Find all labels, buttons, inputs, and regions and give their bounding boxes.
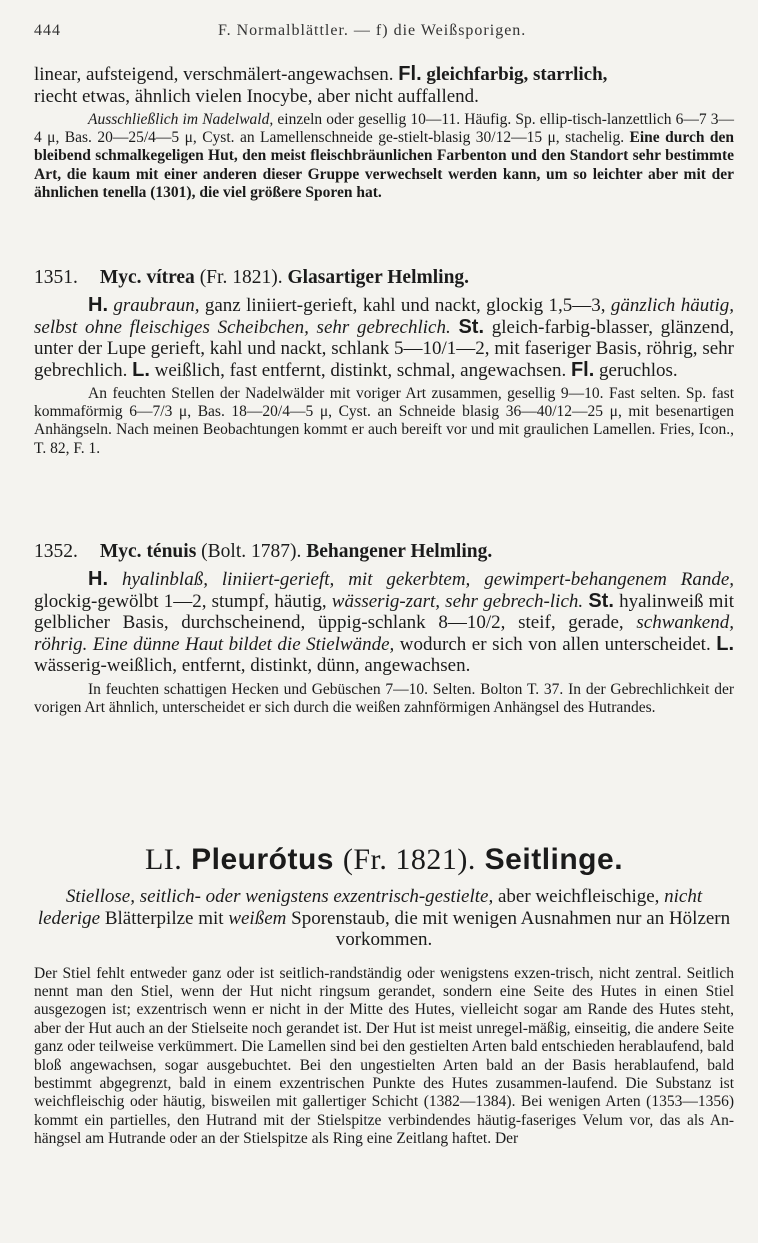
genus-definition: Stiellose, seitlich- oder wenigstens exzentrisch-gestielte, aber weichfleischige, nicht lederige Blätterpilze mit weißem Sporenstaub, die mit wenigen Ausnahmen nur an Hölzern vorkommen. (37, 886, 731, 950)
genus-numeral: LI. (144, 843, 183, 876)
species-name: ténuis (146, 541, 197, 562)
description-paragraph: H. hyalinblaß, liniiert-gerieft, mit gekerbtem, gewimpert-behangenem Rande, glockig-gewölbt 1—2, stumpf, häutig, wässerig-zart, sehr gebrech-lich. St. hyalinweiß mit gelblicher Basis, durchscheinend, üppig-schlank 8—10/2, steif, gerade, schwankend, röhrig. Eine dünne Haut bildet die Stielwände, wodurch er sich von allen unterscheidet. L. wässerig-weißlich, entfernt, distinkt, dünn, angewachsen. (34, 568, 735, 676)
genus-section (34, 842, 734, 1149)
flesh-label: Fl. (398, 63, 422, 85)
notes-paragraph: In feuchten schattigen Hecken und Gebüschen 7—10. Selten. Bolton T. 37. In der Gebrechlichkeit der vorigen Art ähnlich, unterscheidet er sich durch die weißen zahnförmigen Anhängsel des Hutrandes. (34, 680, 734, 716)
page-number: 444 (34, 22, 61, 39)
continuation-line-1: linear, aufsteigend, verschmälert-angewachsen. Fl. gleichfarbig, starrlich, (34, 63, 608, 85)
genus-name: Pleurótus (191, 843, 334, 876)
genus-heading: LI. Pleurótus (Fr. 1821). Seitlinge. (144, 843, 624, 876)
common-name: Behangener Helmling. (306, 541, 493, 562)
continuation-line-2: riecht etwas, ähnlich vielen Inocybe, aber nicht auffallend. (34, 85, 479, 107)
genus-common-name: Seitlinge. (484, 843, 624, 876)
species-number: 1352. (34, 541, 78, 562)
running-header (34, 22, 724, 48)
habitat-paragraph: Ausschließlich im Nadelwald, einzeln oder gesellig 10—11. Häufig. Sp. ellip-tisch-lanzettlich 6—7 3—4 μ, Bas. 20—25/4—5 μ, Cyst. an Lamellenschneide ge-stielt-blasig 30/12—15 μ, stachelig. Eine durch den bleibend schmalkegeligen Hut, den meist fleischbräunlichen Farbenton und den Standort sehr bestimmte Art, die kaum mit einer anderen dieser Gruppe verwechselt werden kann, um so leichter aber mit der ähnlichen tenella (1301), die viel größere Sporen hat. (34, 111, 735, 201)
continuation-block (34, 64, 734, 202)
species-number: 1351. (34, 267, 78, 288)
species-heading: 1351. Myc. vítrea (Fr. 1821). Glasartiger Helmling. (34, 267, 470, 288)
description-paragraph: H. graubraun, ganz liniiert-gerieft, kahl und nackt, glockig 1,5—3, gänzlich häutig, selbst ohne fleischiges Scheibchen, sehr gebrechlich. St. gleich-farbig-blasser, glänzend, unter der Lupe gerieft, kahl und nackt, schlank 5—10/1—2, mit faseriger Basis, röhrig, sehr gebrechlich. L. weißlich, fast entfernt, distinkt, schmal, angewachsen. Fl. geruchlos. (34, 294, 735, 381)
notes-paragraph: An feuchten Stellen der Nadelwälder mit voriger Art zusammen, gesellig 9—10. Fast selten. Sp. fast kommaförmig 6—7/3 μ, Bas. 18—20/4—5 μ, Cyst. an Schneide blasig 36—40/12—25 μ, mit besenartigen Anhängseln. Nach meinen Beobachtungen kommt er auch bereift vor und mit graulichen Lamellen. Fries, Icon., T. 82, F. 1. (34, 385, 734, 457)
species-1352 (34, 540, 734, 717)
species-heading: 1352. Myc. ténuis (Bolt. 1787). Behangener Helmling. (34, 541, 493, 562)
species-1351 (34, 266, 734, 458)
genus-body-paragraph: Der Stiel fehlt entweder ganz oder ist seitlich-randständig oder wenigstens exzen-trisch, nicht zentral. Seitlich nennt man den Stiel, wenn der Hut nicht ringsum gerandet, sondern eine Seite des Hutes in einen Stiel ausgezogen ist; exzentrisch wenn er nicht in der Mitte des Hutes, vielleicht sogar am Rande des Hutes steht, aber der Hut auch an der Stielseite noch gerandet ist. Der Hut ist meist unregel-mäßig, einseitig, die andere Seite ganz oder teilweise verkümmert. Die Lamellen sind bei den gestielten Arten bald entschieden herablaufend, bald bloß angewachsen, sogar ausgebuchtet. Bei den ungestielten Arten bald an der Basis herablaufend, bald bestimmt abgegrenzt, bald in einem exzentrischen Punkte des Hutes zusammen-laufend. Die Substanz ist weichfleischig oder häutig, bisweilen mit gallertiger Schicht (1382—1384). Bei wenigen Arten (1353—1356) kommt ein partielles, den Hutrand mit der Stielspitze verbindendes häutig-faseriges Velum vor, das als An-hängsel am Hutrande oder an der Stielspitze als Ring eine Zeitlang haftet. Der (34, 964, 734, 1148)
common-name: Glasartiger Helmling. (287, 267, 470, 288)
species-name: vítrea (146, 267, 195, 288)
running-title: F. Normalblättler. — f) die Weißsporigen. (218, 22, 527, 39)
